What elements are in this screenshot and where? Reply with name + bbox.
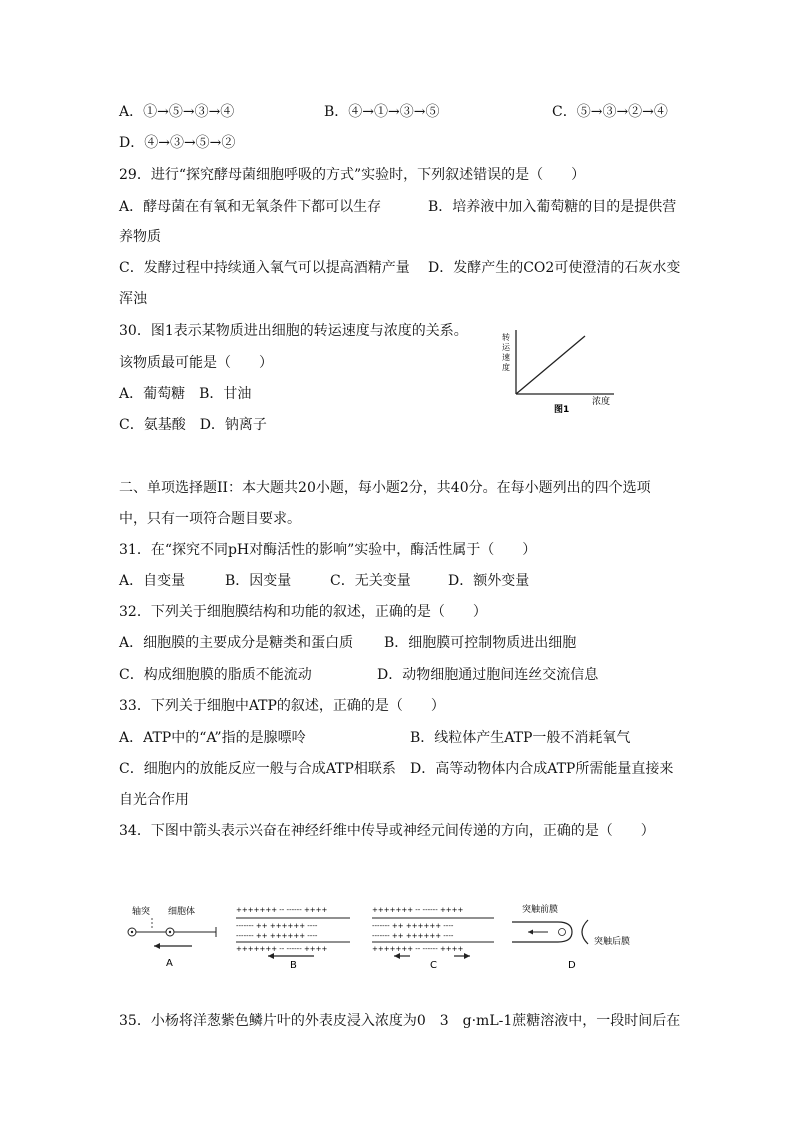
- charge-row: ------- ++ ++++++ ----: [372, 922, 454, 930]
- q28-option-a[interactable]: A．①→⑤→③→④: [119, 104, 235, 120]
- charge-row: ------- ++ ++++++ ----: [236, 932, 318, 940]
- charge-row: +++++++ -- ------ ++++: [236, 906, 328, 914]
- arrow-head: [528, 930, 533, 935]
- soma-label: 细胞体: [168, 907, 196, 917]
- q32-option-c[interactable]: C．构成细胞膜的脂质不能流动: [119, 667, 312, 683]
- figure-1-graph: [480, 322, 620, 422]
- section-2-heading-cont: 中，只有一项符合题目要求。: [119, 511, 301, 527]
- q30-stem-2: 该物质最可能是（ ）: [119, 355, 273, 371]
- q33-stem: 33．下列关于细胞中ATP的叙述，正确的是（ ）: [119, 698, 445, 714]
- panel-label-a: A: [166, 958, 173, 969]
- q34-panel-a[interactable]: [128, 905, 216, 969]
- q31-option-c[interactable]: C．无关变量: [330, 573, 411, 589]
- q33-option-b[interactable]: B．线粒体产生ATP一般不消耗氧气: [410, 730, 631, 746]
- arrow-head: [154, 943, 160, 949]
- q29-stem: 29．进行“探究酵母菌细胞呼吸的方式”实验时，下列叙述错误的是（ ）: [119, 167, 586, 183]
- q28-option-b[interactable]: B．④→①→③→⑤: [324, 104, 440, 120]
- q34-panel-c[interactable]: [372, 906, 494, 971]
- q32-option-b[interactable]: B．细胞膜可控制物质进出细胞: [384, 635, 577, 651]
- q34-stem: 34．下图中箭头表示兴奋在神经纤维中传导或神经元间传递的方向，正确的是（ ）: [119, 823, 655, 839]
- figure-1-caption: 图1: [554, 405, 570, 415]
- axon-label: 轴突: [132, 907, 151, 917]
- charge-row: +++++++ -- ------ ++++: [236, 945, 328, 953]
- q32-option-d[interactable]: D．动物细胞通过胞间连丝交流信息: [377, 667, 599, 683]
- q34-panel-d[interactable]: [512, 903, 630, 971]
- q31-option-d[interactable]: D．额外变量: [448, 573, 530, 589]
- q33-option-c[interactable]: C．细胞内的放能反应一般与合成ATP相联系: [119, 761, 396, 777]
- figure-1-ylabel-char: 运: [502, 343, 510, 352]
- q34-panel-b[interactable]: [236, 906, 350, 971]
- q32-option-a[interactable]: A．细胞膜的主要成分是糖类和蛋白质: [119, 635, 354, 651]
- postsynaptic-membrane: [582, 920, 588, 944]
- figure-1-xlabel: 浓度: [592, 397, 611, 407]
- panel-label-d: D: [568, 960, 576, 971]
- q29-option-b-cont: 养物质: [119, 229, 161, 245]
- arrow-head: [394, 953, 400, 959]
- figure-1-ylabel-char: 度: [502, 363, 510, 372]
- section-2-heading: 二、单项选择题II：本大题共20小题，每小题2分，共40分。在每小题列出的四个选项: [119, 480, 651, 496]
- q35-stem: 35．小杨将洋葱紫色鳞片叶的外表皮浸入浓度为0 3 g·mL-1蔗糖溶液中，一段时间后在: [119, 1013, 681, 1029]
- figure-1-line: [516, 336, 585, 394]
- soma-dot: [169, 931, 171, 933]
- postsynaptic-label: 突触后膜: [594, 937, 631, 947]
- q28-option-d[interactable]: D．④→③→⑤→②: [119, 135, 236, 151]
- q30-options-cd[interactable]: C．氨基酸 D．钠离子: [119, 417, 267, 433]
- charge-row: ------- ++ ++++++ ----: [372, 932, 454, 940]
- axon-terminal-dot: [131, 931, 133, 933]
- panel-label-c: C: [430, 960, 437, 971]
- charge-row: +++++++ -- ------ ++++: [372, 906, 464, 914]
- figure-1-ylabel-char: 转: [502, 333, 510, 342]
- q33-option-a[interactable]: A．ATP中的“A”指的是腺嘌呤: [119, 730, 306, 746]
- charge-row: ------- ++ ++++++ ----: [236, 922, 318, 930]
- q29-option-b[interactable]: B．培养液中加入葡萄糖的目的是提供营: [428, 199, 677, 215]
- q34-figure: [118, 898, 638, 972]
- charge-row: +++++++ -- ------ ++++: [372, 945, 464, 953]
- q29-option-d-cont: 浑浊: [119, 291, 147, 307]
- presynaptic-label: 突触前膜: [522, 905, 559, 915]
- panel-label-b: B: [290, 960, 297, 971]
- q31-stem: 31．在“探究不同pH对酶活性的影响”实验中，酶活性属于（ ）: [119, 542, 537, 558]
- q28-option-c[interactable]: C．⑤→③→②→④: [552, 104, 668, 120]
- q31-option-a[interactable]: A．自变量: [119, 573, 186, 589]
- q29-option-d[interactable]: D．发酵产生的CO2可使澄清的石灰水变: [428, 260, 681, 276]
- q33-option-d-cont: 自光合作用: [119, 792, 189, 808]
- synaptic-vesicle: [559, 929, 566, 936]
- q32-stem: 32．下列关于细胞膜结构和功能的叙述，正确的是（ ）: [119, 604, 487, 620]
- q30-stem: 30．图1表示某物质进出细胞的转运速度与浓度的关系。: [119, 323, 468, 339]
- figure-1-ylabel-char: 速: [502, 353, 510, 362]
- arrow-head: [464, 953, 470, 959]
- q33-option-d[interactable]: D．高等动物体内合成ATP所需能量直接来: [410, 761, 674, 777]
- q29-option-a[interactable]: A．酵母菌在有氧和无氧条件下都可以生存: [119, 199, 382, 215]
- q31-option-b[interactable]: B．因变量: [225, 573, 292, 589]
- q30-options-ab[interactable]: A．葡萄糖 B．甘油: [119, 386, 252, 402]
- arrow-head: [268, 953, 274, 959]
- q29-option-c[interactable]: C．发酵过程中持续通入氧气可以提高酒精产量: [119, 260, 410, 276]
